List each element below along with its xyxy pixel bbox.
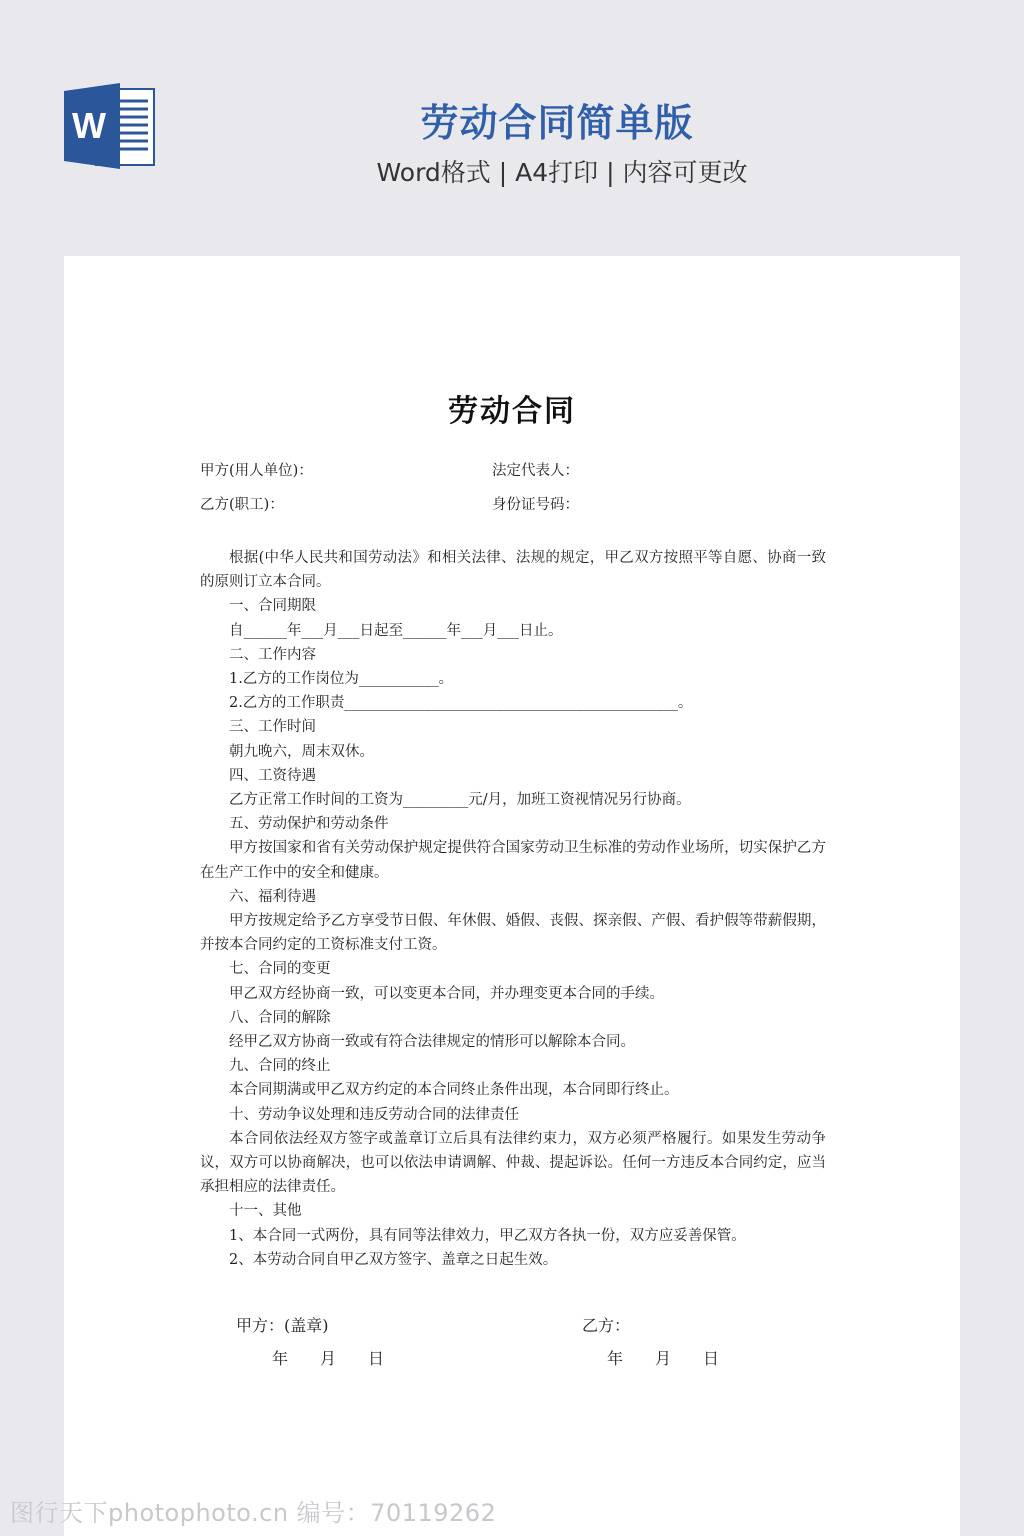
contract-paragraph: 本合同依法经双方签字或盖章订立后具有法律约束力，双方必须严格履行。如果发生劳动争议，双方可以协商解决，也可以依法申请调解、仲裁、提起诉讼。任何一方违反本合同约定，应当承担相应的法律责任。	[200, 1130, 826, 1196]
contract-paragraph: 八、合同的解除	[229, 1009, 331, 1026]
document-title: 劳动合同	[448, 394, 576, 429]
contract-paragraph: 一、合同期限	[229, 598, 316, 615]
contract-body	[200, 546, 826, 1272]
sign-party-b: 乙方：	[582, 1316, 631, 1335]
page-subtitle: Word格式 | A4打印 | 内容可更改	[376, 158, 748, 187]
contract-paragraph: 甲方按规定给予乙方享受节日假、年休假、婚假、丧假、探亲假、产假、看护假等带薪假期，并按本合同约定的工资标准支付工资。	[200, 913, 826, 954]
contract-paragraph: 甲方按国家和省有关劳动保护规定提供符合国家劳动卫生标准的劳动作业场所，切实保护乙方在生产工作中的安全和健康。	[200, 840, 826, 881]
contract-paragraph: 2、本劳动合同自甲乙双方签字、盖章之日起生效。	[229, 1251, 558, 1268]
legal-rep-label: 法定代表人：	[492, 463, 579, 479]
date-party-a: 年 月 日	[272, 1349, 385, 1368]
contract-paragraph: 五、劳动保护和劳动条件	[229, 816, 389, 833]
contract-paragraph: 朝九晚六，周末双休。	[229, 743, 374, 760]
contract-paragraph: 根据(中华人民共和国劳动法》和相关法律、法规的规定，甲乙双方按照平等自愿、协商一致的原则订立本合同。	[200, 550, 826, 591]
date-party-b: 年 月 日	[607, 1349, 720, 1368]
contract-paragraph: 自______年___月___日起至______年___月___日止。	[229, 622, 563, 639]
party-a-label: 甲方(用人单位)：	[200, 463, 313, 479]
document-page	[64, 256, 960, 1536]
contract-paragraph: 二、工作内容	[229, 646, 316, 663]
contract-paragraph: 十一、其他	[229, 1203, 302, 1220]
contract-paragraph: 六、福利待遇	[229, 888, 316, 905]
watermark: 图行天下photophoto.cn 编号：70119262	[10, 1499, 497, 1527]
contract-paragraph: 甲乙双方经协商一致，可以变更本合同，并办理变更本合同的手续。	[229, 985, 664, 1002]
contract-paragraph: 乙方正常工作时间的工资为_________元/月，加班工资视情况另行协商。	[229, 792, 691, 809]
sign-party-a: 甲方：(盖章)	[236, 1316, 329, 1335]
id-number-label: 身份证号码：	[492, 497, 579, 513]
contract-paragraph: 1.乙方的工作岗位为___________。	[229, 671, 454, 688]
contract-paragraph: 九、合同的终止	[229, 1058, 331, 1075]
contract-paragraph: 三、工作时间	[229, 719, 316, 736]
party-b-label: 乙方(职工)：	[200, 497, 284, 513]
contract-paragraph: 2.乙方的工作职责______________________________________________。	[229, 695, 693, 712]
contract-paragraph: 七、合同的变更	[229, 961, 331, 978]
contract-paragraph: 经甲乙双方协商一致或有符合法律规定的情形可以解除本合同。	[229, 1034, 635, 1051]
contract-paragraph: 四、工资待遇	[229, 767, 316, 784]
page-title: 劳动合同简单版	[420, 101, 694, 145]
word-icon-letter: W	[72, 105, 106, 146]
contract-paragraph: 本合同期满或甲乙双方约定的本合同终止条件出现，本合同即行终止。	[229, 1082, 679, 1099]
contract-paragraph: 1、本合同一式两份，具有同等法律效力，甲乙双方各执一份，双方应妥善保管。	[229, 1227, 746, 1244]
contract-paragraph: 十、劳动争议处理和违反劳动合同的法律责任	[229, 1106, 519, 1123]
